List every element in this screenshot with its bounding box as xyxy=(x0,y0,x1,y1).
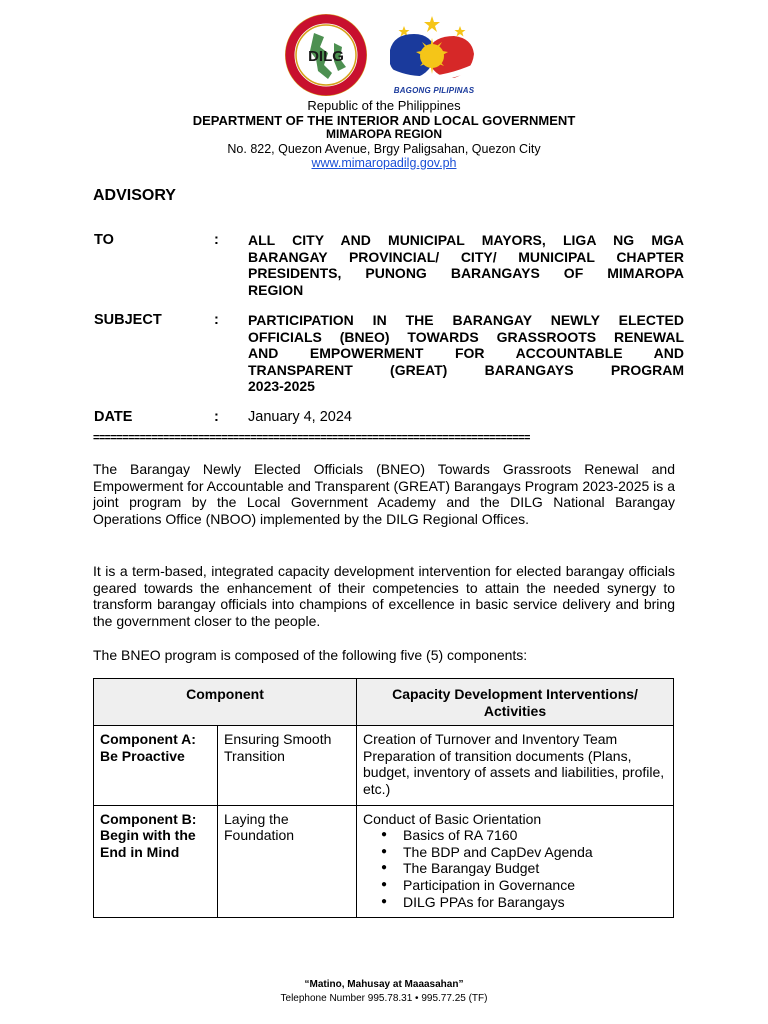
date-value: January 4, 2024 xyxy=(248,409,352,425)
component-interventions xyxy=(357,805,674,918)
date-label: DATE xyxy=(94,409,133,425)
component-name: Component B: Begin with the End in Mind xyxy=(94,805,218,918)
office-address: No. 822, Quezon Avenue, Brgy Paligsahan, Quezon City xyxy=(227,142,541,156)
component-name: Component A: Be Proactive xyxy=(94,726,218,805)
website-link[interactable]: www.mimaropadilg.gov.ph xyxy=(311,156,457,170)
table-row xyxy=(94,726,674,805)
to-line: PRESIDENTS, PUNONG BARANGAYS OF MIMAROPA xyxy=(248,265,684,281)
interventions-list xyxy=(363,827,667,910)
subject-label: SUBJECT xyxy=(94,312,162,328)
header-interventions: Capacity Development Interventions/ Activities xyxy=(357,679,674,726)
bagong-pilipinas-label: BAGONG PILIPINAS xyxy=(393,86,475,95)
subject-line: AND EMPOWERMENT FOR ACCOUNTABLE AND xyxy=(248,345,684,361)
footer-telephone: Telephone Number 995.78.31 • 995.77.25 (TF) xyxy=(280,993,488,1004)
department-name: DEPARTMENT OF THE INTERIOR AND LOCAL GOVERNMENT xyxy=(192,113,576,128)
paragraph-description: It is a term-based, integrated capacity development intervention for elected barangay officials geared towards the enhancement of their competencies to attain the needed synergy to transform barangay officials into champions of excellence in basic service delivery and bring the government closer to the people. xyxy=(93,563,675,629)
header-component: Component xyxy=(94,679,357,726)
footer-motto: “Matino, Mahusay at Maaasahan” xyxy=(304,979,464,990)
separator-rule: =========================================================================== xyxy=(93,432,530,444)
date-colon: : xyxy=(214,409,219,425)
republic-line: Republic of the Philippines xyxy=(307,98,461,113)
paragraph-intro: The Barangay Newly Elected Officials (BNEO) Towards Grassroots Renewal and Empowerment for Accountable and Transparent (GREAT) Barangays Program 2023-2025 is a joint program by the Local Government Academy and the DILG National Barangay Operations Office (NBOO) implemented by the DILG Regional Offices. xyxy=(93,461,675,527)
subject-line: OFFICIALS (BNEO) TOWARDS GRASSROOTS RENEWAL xyxy=(248,328,684,345)
paragraph-components: The BNEO program is composed of the following five (5) components: xyxy=(93,647,528,663)
subject-text xyxy=(248,312,684,395)
to-line: REGION xyxy=(248,281,304,298)
dilg-seal-logo xyxy=(284,13,368,97)
interventions-intro: Conduct of Basic Orientation xyxy=(363,810,542,827)
list-item: ● The BDP and CapDev Agenda xyxy=(403,844,667,861)
list-item: ● Participation in Governance xyxy=(403,877,667,894)
to-line: ALL CITY AND MUNICIPAL MAYORS, LIGA NG MGA xyxy=(248,232,684,248)
components-table xyxy=(93,678,674,918)
to-colon: : xyxy=(214,232,219,248)
seal-text: DILG xyxy=(308,48,344,65)
table-header-row xyxy=(94,679,674,726)
to-line: BARANGAY PROVINCIAL/ CITY/ MUNICIPAL CHAPTER xyxy=(248,248,684,265)
subject-line: TRANSPARENT (GREAT) BARANGAYS PROGRAM xyxy=(248,361,684,378)
to-recipients xyxy=(248,232,684,298)
list-item: ● DILG PPAs for Barangays xyxy=(403,894,667,911)
component-theme: Ensuring Smooth Transition xyxy=(218,726,357,805)
subject-line: PARTICIPATION IN THE BARANGAY NEWLY ELECTED xyxy=(248,312,684,328)
component-interventions: Creation of Turnover and Inventory Team Preparation of transition documents (Plans, budget, inventory of assets and liabilities, profile, etc.) xyxy=(357,726,674,805)
advisory-title: ADVISORY xyxy=(93,187,176,204)
to-label: TO xyxy=(94,232,114,248)
subject-line: 2023-2025 xyxy=(248,378,315,394)
list-item: ● The Barangay Budget xyxy=(403,860,667,877)
component-theme: Laying the Foundation xyxy=(218,805,357,918)
subject-colon: : xyxy=(214,312,219,328)
region-name: MIMAROPA REGION xyxy=(326,127,442,141)
list-item: ● Basics of RA 7160 xyxy=(403,827,667,844)
table-row xyxy=(94,805,674,918)
